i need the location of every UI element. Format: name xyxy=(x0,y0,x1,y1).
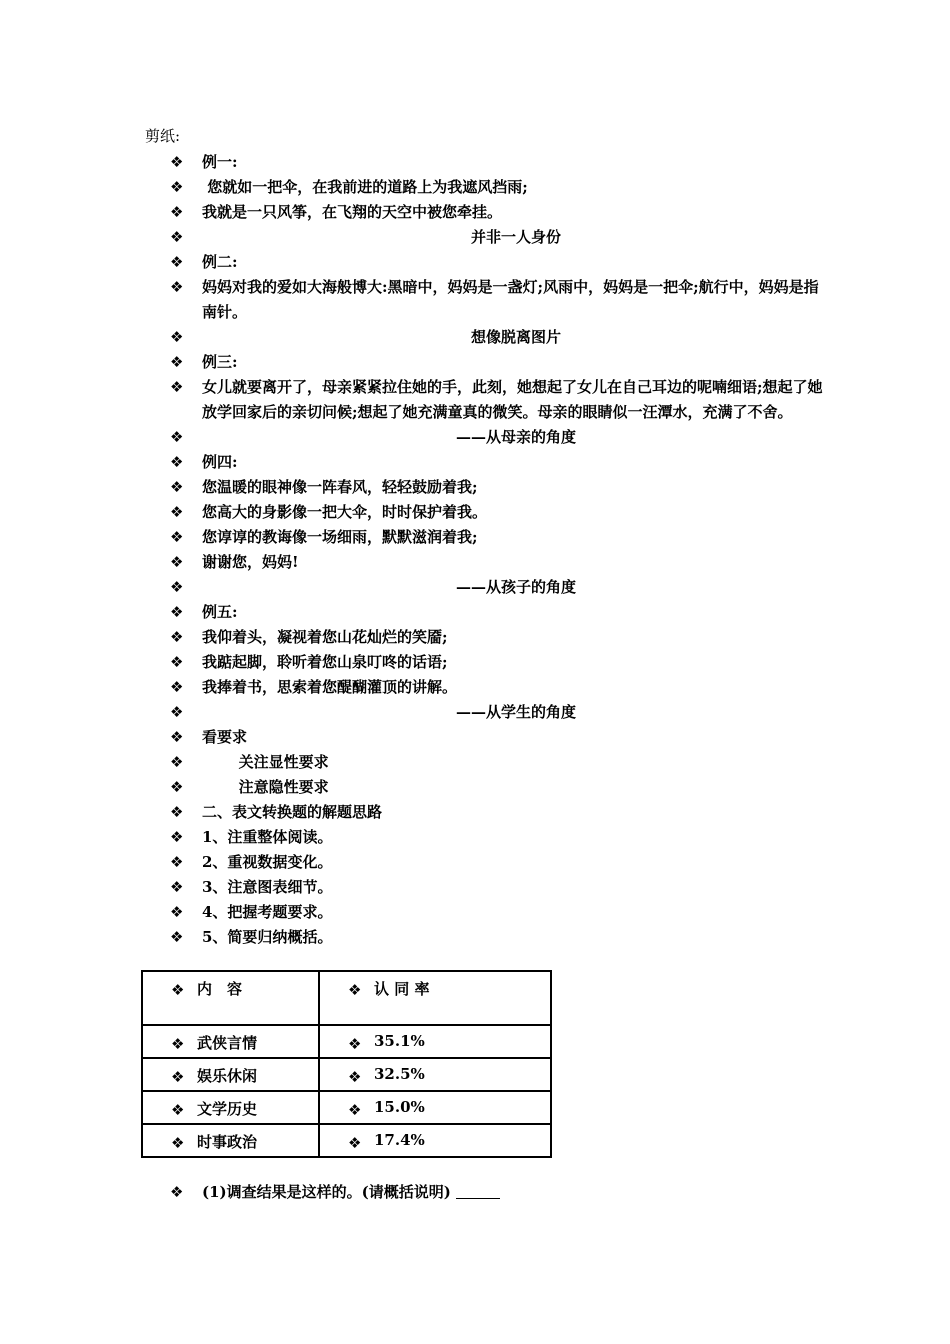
list-item-text: 4、把握考题要求。 xyxy=(202,903,333,921)
list-item xyxy=(170,675,830,700)
list-item-text: 并非一人身份 xyxy=(470,228,561,246)
bullet-icon: ❖ xyxy=(170,278,184,296)
list-item xyxy=(170,450,830,475)
bullet-icon: ❖ xyxy=(171,1035,185,1053)
list-item xyxy=(170,900,830,925)
bullet-icon: ❖ xyxy=(170,503,184,521)
list-item xyxy=(170,425,830,450)
list-item-text: 例四: xyxy=(202,453,238,471)
bullet-icon: ❖ xyxy=(170,153,184,171)
bullet-icon: ❖ xyxy=(170,628,184,646)
bullet-icon: ❖ xyxy=(348,981,362,999)
bullet-icon: ❖ xyxy=(170,253,184,271)
bullet-icon: ❖ xyxy=(348,1068,362,1086)
list-item-text: 例一: xyxy=(202,153,238,171)
bullet-icon: ❖ xyxy=(171,1101,185,1119)
list-item xyxy=(170,875,830,900)
list-item-text: 想像脱离图片 xyxy=(470,328,561,346)
bullet-icon: ❖ xyxy=(170,428,184,446)
list-item xyxy=(170,175,830,200)
row-category: 文学历史 xyxy=(197,1100,258,1118)
bullet-icon: ❖ xyxy=(170,553,184,571)
question-block xyxy=(170,1180,830,1205)
list-item xyxy=(170,550,830,575)
table-header-cell xyxy=(319,971,551,1025)
list-item xyxy=(170,250,830,275)
table-header-row xyxy=(142,971,551,1025)
row-rate: 17.4% xyxy=(374,1131,425,1149)
bullet-icon: ❖ xyxy=(171,1068,185,1086)
list-item xyxy=(170,625,830,650)
list-item-text: 例五: xyxy=(202,603,238,621)
list-item xyxy=(170,325,830,350)
bullet-icon: ❖ xyxy=(170,603,184,621)
bullet-icon: ❖ xyxy=(171,1134,185,1152)
bullet-icon: ❖ xyxy=(170,928,184,946)
list-item-text: 1、注重整体阅读。 xyxy=(202,828,333,846)
row-rate: 15.0% xyxy=(374,1098,425,1116)
list-item-text: 您谆谆的教诲像一场细雨，默默滋润着我; xyxy=(202,528,478,546)
answer-blank xyxy=(456,1182,500,1199)
list-item-text: 看要求 xyxy=(202,728,248,746)
list-item-text: 我就是一只风筝，在飞翔的天空中被您牵挂。 xyxy=(202,203,503,221)
list-item xyxy=(170,650,830,675)
list-item xyxy=(170,700,830,725)
list-item-text: 例三: xyxy=(202,353,238,371)
section-heading: 剪纸: xyxy=(145,127,181,145)
bullet-icon: ❖ xyxy=(170,228,184,246)
list-item xyxy=(170,375,830,425)
row-category: 武侠言情 xyxy=(197,1034,258,1052)
bullet-icon: ❖ xyxy=(170,678,184,696)
bullet-icon: ❖ xyxy=(348,1101,362,1119)
question-item xyxy=(170,1180,830,1205)
list-item-text: 您就如一把伞，在我前进的道路上为我遮风挡雨; xyxy=(202,178,528,196)
list-item xyxy=(170,500,830,525)
table-row xyxy=(142,1091,551,1124)
bullet-icon: ❖ xyxy=(170,853,184,871)
bullet-icon: ❖ xyxy=(170,703,184,721)
list-item-text: 例二: xyxy=(202,253,238,271)
list-item xyxy=(170,525,830,550)
list-item-text: ——从孩子的角度 xyxy=(455,578,576,596)
list-item-text: 关注显性要求 xyxy=(202,753,329,771)
bullet-icon: ❖ xyxy=(170,178,184,196)
list-item xyxy=(170,775,830,800)
header-content-label: 内 容 xyxy=(197,980,243,998)
bullet-icon: ❖ xyxy=(170,528,184,546)
row-category: 时事政治 xyxy=(197,1133,258,1151)
bullet-icon: ❖ xyxy=(348,1035,362,1053)
list-item-text: 注意隐性要求 xyxy=(202,778,329,796)
list-item-text: ——从母亲的角度 xyxy=(455,428,576,446)
list-item xyxy=(170,575,830,600)
list-item-text: 女儿就要离开了，母亲紧紧拉住她的手，此刻，她想起了女儿在自己耳边的呢喃细语;想起了她放学回家后的亲切问候;想起了她充满童真的微笑。母亲的眼睛似一汪潭水，充满了不舍。 xyxy=(202,378,823,421)
row-rate: 35.1% xyxy=(374,1032,425,1050)
bullet-icon: ❖ xyxy=(170,453,184,471)
bullet-icon: ❖ xyxy=(170,828,184,846)
bullet-icon: ❖ xyxy=(171,981,185,999)
bullet-icon: ❖ xyxy=(170,1183,184,1201)
bullet-icon: ❖ xyxy=(170,578,184,596)
table-row xyxy=(142,1025,551,1058)
list-item-text: 我捧着书，思索着您醍醐灌顶的讲解。 xyxy=(202,678,458,696)
list-item xyxy=(170,925,830,950)
question-text: (1)调查结果是这样的。(请概括说明) xyxy=(202,1183,451,1201)
list-item xyxy=(170,850,830,875)
list-item-text: 妈妈对我的爱如大海般博大:黑暗中，妈妈是一盏灯;风雨中，妈妈是一把伞;航行中，妈妈是指南针。 xyxy=(202,278,819,321)
bullet-icon: ❖ xyxy=(170,878,184,896)
header-rate-label: 认 同 率 xyxy=(374,980,430,998)
table-row xyxy=(142,1124,551,1157)
bullet-icon: ❖ xyxy=(170,728,184,746)
row-rate: 32.5% xyxy=(374,1065,425,1083)
list-item xyxy=(170,225,830,250)
list-item xyxy=(170,800,830,825)
list-item-text: 谢谢您，妈妈! xyxy=(202,553,299,571)
list-item-text: 您高大的身影像一把大伞，时时保护着我。 xyxy=(202,503,488,521)
list-item xyxy=(170,600,830,625)
bullet-icon: ❖ xyxy=(170,903,184,921)
list-item xyxy=(170,150,830,175)
list-item-text: 您温暖的眼神像一阵春风，轻轻鼓励着我; xyxy=(202,478,478,496)
list-item xyxy=(170,475,830,500)
bullet-icon: ❖ xyxy=(170,478,184,496)
list-item xyxy=(170,200,830,225)
list-item-text: ——从学生的角度 xyxy=(455,703,576,721)
bullet-icon: ❖ xyxy=(170,203,184,221)
bullet-icon: ❖ xyxy=(170,653,184,671)
list-item xyxy=(170,350,830,375)
bullet-list xyxy=(170,150,830,950)
list-item xyxy=(170,825,830,850)
list-item-text: 我仰着头，凝视着您山花灿烂的笑靥; xyxy=(202,628,448,646)
bullet-icon: ❖ xyxy=(170,328,184,346)
list-item xyxy=(170,750,830,775)
bullet-icon: ❖ xyxy=(348,1134,362,1152)
bullet-icon: ❖ xyxy=(170,803,184,821)
table-row xyxy=(142,1058,551,1091)
list-item xyxy=(170,725,830,750)
list-item-text: 我踮起脚，聆听着您山泉叮咚的话语; xyxy=(202,653,448,671)
table-header-cell xyxy=(142,971,319,1025)
bullet-icon: ❖ xyxy=(170,378,184,396)
bullet-icon: ❖ xyxy=(170,353,184,371)
list-item-text: 2、重视数据变化。 xyxy=(202,853,333,871)
list-item-text: 3、注意图表细节。 xyxy=(202,878,333,896)
list-item xyxy=(170,275,830,325)
list-item-text: 5、简要归纳概括。 xyxy=(202,928,333,946)
bullet-icon: ❖ xyxy=(170,778,184,796)
survey-table xyxy=(141,970,552,1158)
bullet-icon: ❖ xyxy=(170,753,184,771)
row-category: 娱乐休闲 xyxy=(197,1067,258,1085)
list-item-text: 二、表文转换题的解题思路 xyxy=(202,803,383,821)
